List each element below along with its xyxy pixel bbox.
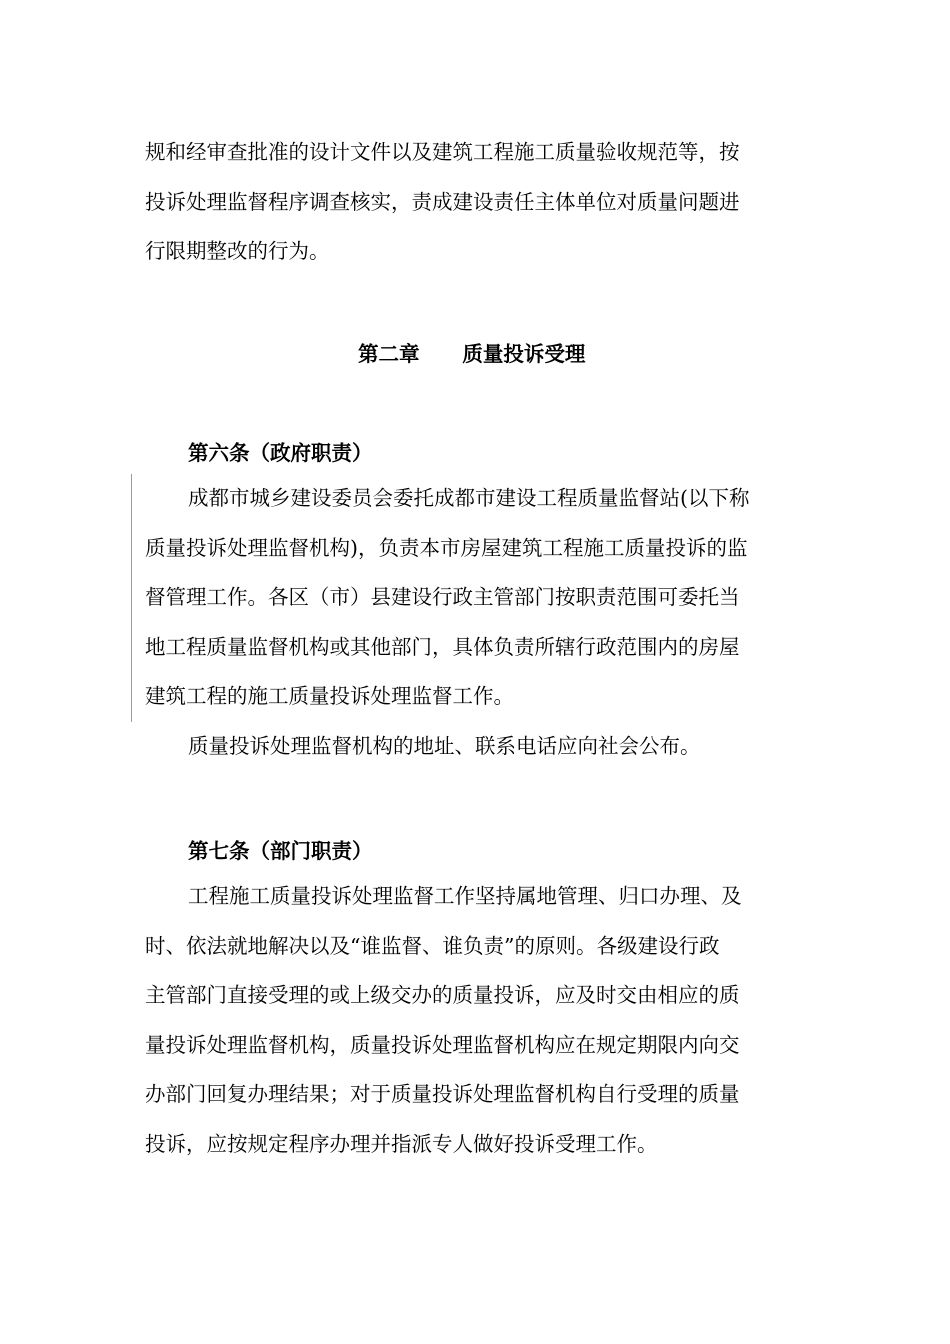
chapter-title: 第二章 质量投诉受理 [358,342,586,366]
text-line: 投诉处理监督程序调查核实，责成建设责任主体单位对质量问题进 [145,189,740,214]
text-line: 质量投诉处理监督机构)，负责本市房屋建筑工程施工质量投诉的监 [145,535,748,560]
article-6-paragraph-2 [145,722,810,772]
article-7-paragraph-1 [145,872,810,1169]
article-6-paragraph-1 [145,474,810,722]
text-line: 建筑工程的施工质量投诉处理监督工作。 [145,684,514,708]
article-6-heading: 第六条（政府职责） [188,441,373,465]
text-line: 投诉，应按规定程序办理并指派专人做好投诉受理工作。 [145,1131,658,1156]
text-line: 督管理工作。各区（市）县建设行政主管部门按职责范围可委托当 [145,585,740,609]
text-line: 量投诉处理监督机构，质量投诉处理监督机构应在规定期限内向交 [145,1032,740,1057]
revision-change-bar [131,474,132,722]
text-line: 时、依法就地解决以及“谁监督、谁负责”的原则。各级建设行政 [145,933,720,958]
text-line: 地工程质量监督机构或其他部门，具体负责所辖行政范围内的房屋 [145,634,740,659]
intro-paragraph [145,128,810,277]
text-line: 规和经审查批准的设计文件以及建筑工程施工质量验收规范等，按 [145,140,740,164]
text-line: 工程施工质量投诉处理监督工作坚持属地管理、归口办理、及 [188,884,742,908]
text-line: 行限期整改的行为。 [145,239,330,263]
text-line: 成都市城乡建设委员会委托成都市建设工程质量监督站(以下称 [188,486,750,510]
text-line: 主管部门直接受理的或上级交办的质量投诉，应及时交由相应的质 [145,983,740,1007]
text-line: 办部门回复办理结果；对于质量投诉处理监督机构自行受理的质量 [145,1082,740,1106]
text-line: 质量投诉处理监督机构的地址、联系电话应向社会公布。 [188,734,701,758]
article-7-heading: 第七条（部门职责） [188,839,373,863]
